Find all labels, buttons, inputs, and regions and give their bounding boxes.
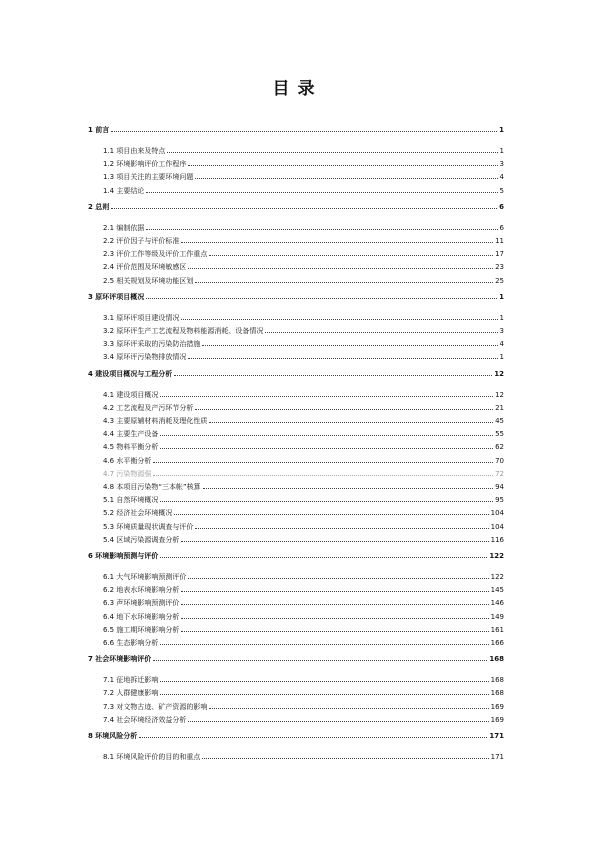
toc-page-number: 171 (489, 732, 504, 740)
toc-page-number: 104 (490, 522, 504, 531)
toc-leader-dots (160, 500, 493, 502)
toc-entry-label: 5.2 经济社会环境概况 (103, 509, 173, 518)
toc-page-number: 23 (495, 263, 504, 272)
toc-page-number: 122 (490, 573, 504, 581)
toc-section-entry[interactable] (103, 235, 504, 245)
toc-leader-dots (195, 281, 493, 283)
toc-leader-dots (146, 228, 497, 230)
toc-leader-dots (139, 736, 487, 738)
toc-leader-dots (181, 241, 493, 243)
toc-leader-dots (181, 540, 488, 542)
toc-entry-label: 4.5 物料平衡分析 (103, 443, 159, 452)
toc-leader-dots (202, 344, 497, 346)
toc-leader-dots (209, 421, 493, 423)
toc-section-entry[interactable] (103, 714, 504, 724)
toc-leader-dots (146, 191, 497, 193)
toc-section-entry[interactable] (103, 351, 504, 361)
toc-leader-dots (160, 556, 487, 558)
toc-section-entry[interactable] (103, 521, 504, 531)
toc-page-number: 45 (495, 417, 504, 425)
toc-page-number: 3 (499, 327, 504, 335)
toc-chapter-entry[interactable] (88, 124, 504, 134)
page-title: 目录 (272, 79, 323, 99)
toc-leader-dots (146, 297, 497, 299)
toc-entry-label: 5.1 自然环境概况 (103, 496, 159, 505)
toc-section-entry[interactable] (103, 402, 504, 412)
toc-entry-label: 4.8 本项目污染物“三本帐”核算 (103, 483, 201, 491)
toc-page-number: 145 (490, 586, 504, 595)
toc-entry-label: 6.3 声环境影响预测评价 (103, 599, 180, 608)
toc-section-entry[interactable] (103, 751, 504, 761)
toc-section-entry[interactable] (103, 248, 504, 258)
toc-page-number: 6 (499, 202, 504, 211)
toc-entry-label: 4 建设项目概况与工程分析 (88, 369, 173, 378)
toc-page-number: 168 (490, 676, 504, 685)
toc-page-number: 116 (490, 535, 504, 544)
toc-page-number: 149 (490, 612, 504, 621)
toc-section-entry[interactable] (103, 624, 504, 634)
toc-leader-dots (160, 395, 493, 397)
toc-section-entry[interactable] (103, 455, 504, 465)
toc-entry-label: 4.6 水平衡分析 (103, 456, 152, 465)
toc-page-number: 95 (495, 496, 504, 505)
toc-entry-label: 7.2 人群健康影响 (103, 689, 159, 698)
toc-chapter-entry[interactable] (88, 653, 504, 663)
toc-section-entry[interactable] (103, 507, 504, 517)
toc-entry-label: 4.1 建设项目概况 (103, 390, 159, 399)
toc-leader-dots (181, 590, 488, 592)
toc-page-number: 1 (499, 313, 504, 322)
toc-entry-label: 6.6 生态影响分析 (103, 639, 159, 647)
toc-leader-dots (111, 130, 497, 132)
toc-entry-label: 3.3 原环评采取的污染防治措施 (103, 340, 201, 349)
toc-entry-label: 6.1 大气环境影响预测评价 (103, 573, 187, 581)
toc-leader-dots (188, 357, 497, 359)
toc-page-number: 168 (490, 689, 504, 698)
toc-entry-label: 1.2 环境影响评价工作程序 (103, 160, 187, 169)
toc-leader-dots (153, 461, 493, 463)
toc-section-entry[interactable] (103, 481, 504, 491)
toc-section-entry[interactable] (103, 185, 504, 195)
toc-section-entry[interactable] (103, 415, 504, 425)
toc-leader-dots (188, 577, 488, 579)
toc-page-number: 70 (495, 456, 504, 465)
toc-entry-label: 3.2 原环评生产工艺流程及物料能源消耗、设备情况 (103, 327, 264, 335)
toc-section-entry[interactable] (103, 171, 504, 181)
toc-entry-label: 2.4 评价范围及环境敏感区 (103, 263, 187, 272)
toc-page-number: 169 (490, 715, 504, 724)
toc-entry-label: 8 环境风险分析 (88, 732, 138, 740)
toc-chapter-entry[interactable] (88, 291, 504, 301)
toc-leader-dots (195, 408, 493, 410)
toc-page-number: 5 (499, 186, 504, 195)
toc-leader-dots (195, 527, 488, 529)
toc-entry-label: 4.4 主要生产设备 (103, 430, 159, 439)
toc-leader-dots (209, 254, 493, 256)
toc-section-entry[interactable] (103, 494, 504, 504)
toc-page-number: 72 (495, 469, 504, 478)
toc-page-number: 4 (499, 173, 504, 182)
toc-section-entry[interactable] (103, 325, 504, 335)
toc-page-number: 168 (489, 655, 504, 664)
toc-page-number: 1 (499, 126, 504, 134)
toc-entry-label: 7.4 社会环境经济效益分析 (103, 715, 187, 724)
toc-leader-dots (181, 318, 497, 320)
toc-section-entry[interactable] (103, 275, 504, 285)
toc-entry-label: 1.4 主要结论 (103, 186, 145, 195)
toc-entry-label: 2.3 评价工作等级及评价工作重点 (103, 250, 208, 259)
toc-page-number: 62 (495, 443, 504, 452)
toc-entry-label: 6.4 地下水环境影响分析 (103, 612, 180, 621)
toc-page-number: 6 (499, 223, 504, 232)
toc-leader-dots (188, 720, 488, 722)
toc-page-number: 3 (499, 160, 504, 169)
toc-chapter-entry[interactable] (88, 730, 504, 740)
toc-section-entry[interactable] (103, 145, 504, 155)
toc-section-entry[interactable] (103, 674, 504, 684)
toc-leader-dots (188, 164, 497, 166)
toc-leader-dots (195, 177, 497, 179)
toc-chapter-entry[interactable] (88, 201, 504, 211)
toc-entry-label: 7.1 征地拆迁影响 (103, 676, 159, 685)
toc-page-number: 104 (490, 509, 504, 518)
toc-entry-label: 6 环境影响预测与评价 (88, 552, 159, 560)
toc-leader-dots (153, 474, 493, 476)
toc-page-number: 161 (490, 625, 504, 634)
toc-page-number: 17 (495, 250, 504, 259)
toc-chapter-entry[interactable] (88, 550, 504, 560)
toc-leader-dots (188, 267, 493, 269)
toc-page-number: 12 (494, 369, 504, 378)
toc-entry-label: 1.3 项目关注的主要环境问题 (103, 173, 194, 182)
toc-page-number: 21 (495, 403, 504, 412)
toc-page-number: 146 (490, 599, 504, 608)
toc-section-entry[interactable] (103, 312, 504, 322)
toc-entry-label: 3 原环评项目概况 (88, 292, 145, 301)
toc-page-number: 171 (490, 753, 504, 761)
toc-section-entry[interactable] (103, 158, 504, 168)
toc-entry-label: 2.2 评价因子与评价标准 (103, 237, 180, 245)
toc-section-entry[interactable] (103, 637, 504, 647)
toc-entry-label: 4.2 工艺流程及产污环节分析 (103, 403, 194, 412)
toc-leader-dots (209, 707, 488, 709)
toc-entry-label: 1.1 项目由来及特点 (103, 147, 166, 155)
toc-section-entry[interactable] (103, 584, 504, 594)
toc-leader-dots (203, 487, 493, 489)
toc-chapter-entry[interactable] (88, 368, 504, 378)
toc-section-entry[interactable] (103, 428, 504, 438)
toc-section-entry[interactable] (103, 701, 504, 711)
toc-section-entry[interactable] (103, 261, 504, 271)
toc-section-entry[interactable] (103, 687, 504, 697)
toc-page-number: 1 (499, 353, 504, 362)
toc-page-number: 1 (499, 292, 504, 301)
toc-section-entry[interactable] (103, 338, 504, 348)
toc-page-number: 11 (495, 237, 504, 245)
toc-leader-dots (174, 374, 492, 376)
toc-entry-label: 1 前言 (88, 126, 110, 134)
toc-leader-dots (181, 617, 488, 619)
toc-leader-dots (265, 331, 497, 333)
toc-section-entry[interactable] (103, 571, 504, 581)
toc-entry-label: 2.1 编制依据 (103, 223, 145, 232)
toc-leader-dots (181, 603, 488, 605)
toc-page-number: 169 (490, 702, 504, 711)
toc-entry-label: 4.3 主要原辅材料消耗及理化性质 (103, 417, 208, 425)
toc-leader-dots (160, 643, 488, 645)
toc-section-entry[interactable] (103, 389, 504, 399)
toc-entry-label: 7.3 对文物古迹、矿产资源的影响 (103, 702, 208, 711)
toc-page-number: 122 (489, 552, 504, 560)
toc-page-number: 12 (495, 390, 504, 399)
toc-entry-label: 5.4 区域污染源调查分析 (103, 535, 180, 544)
toc-leader-dots (181, 630, 488, 632)
toc-entry-label: 7 社会环境影响评价 (88, 655, 152, 664)
toc-entry-label: 5.3 环境质量现状调查与评价 (103, 522, 194, 531)
toc-page-number: 25 (495, 276, 504, 285)
toc-leader-dots (160, 434, 493, 436)
toc-section-entry[interactable] (103, 534, 504, 544)
toc-leader-dots (167, 151, 497, 153)
toc-leader-dots (160, 680, 488, 682)
toc-leader-dots (174, 513, 488, 515)
toc-page-number: 1 (499, 147, 504, 155)
toc-page-number: 166 (490, 639, 504, 647)
toc-leader-dots (202, 757, 488, 759)
toc-section-entry[interactable] (103, 611, 504, 621)
toc-section-entry[interactable] (103, 222, 504, 232)
toc-page-number: 4 (499, 340, 504, 349)
toc-section-entry[interactable] (103, 597, 504, 607)
toc-entry-label: 2 总则 (88, 202, 110, 211)
toc-leader-dots (160, 693, 488, 695)
toc-leader-dots (111, 207, 497, 209)
toc-entry-label: 4.7 污染物源强 (103, 469, 152, 478)
toc-entry-label: 3.1 原环评项目建设情况 (103, 313, 180, 322)
toc-leader-dots (153, 659, 487, 661)
toc-section-entry[interactable] (103, 468, 504, 478)
toc-leader-dots (160, 447, 493, 449)
toc-entry-label: 6.2 地表水环境影响分析 (103, 586, 180, 595)
toc-entry-label: 3.4 原环评污染物排放情况 (103, 353, 187, 362)
toc-entry-label: 8.1 环境风险评价的目的和重点 (103, 753, 201, 761)
toc-entry-label: 2.5 相关规划及环境功能区划 (103, 276, 194, 285)
toc-section-entry[interactable] (103, 441, 504, 451)
toc-page-number: 94 (495, 483, 504, 491)
toc-entry-label: 6.5 施工期环境影响分析 (103, 625, 180, 634)
toc-page-number: 55 (495, 430, 504, 439)
